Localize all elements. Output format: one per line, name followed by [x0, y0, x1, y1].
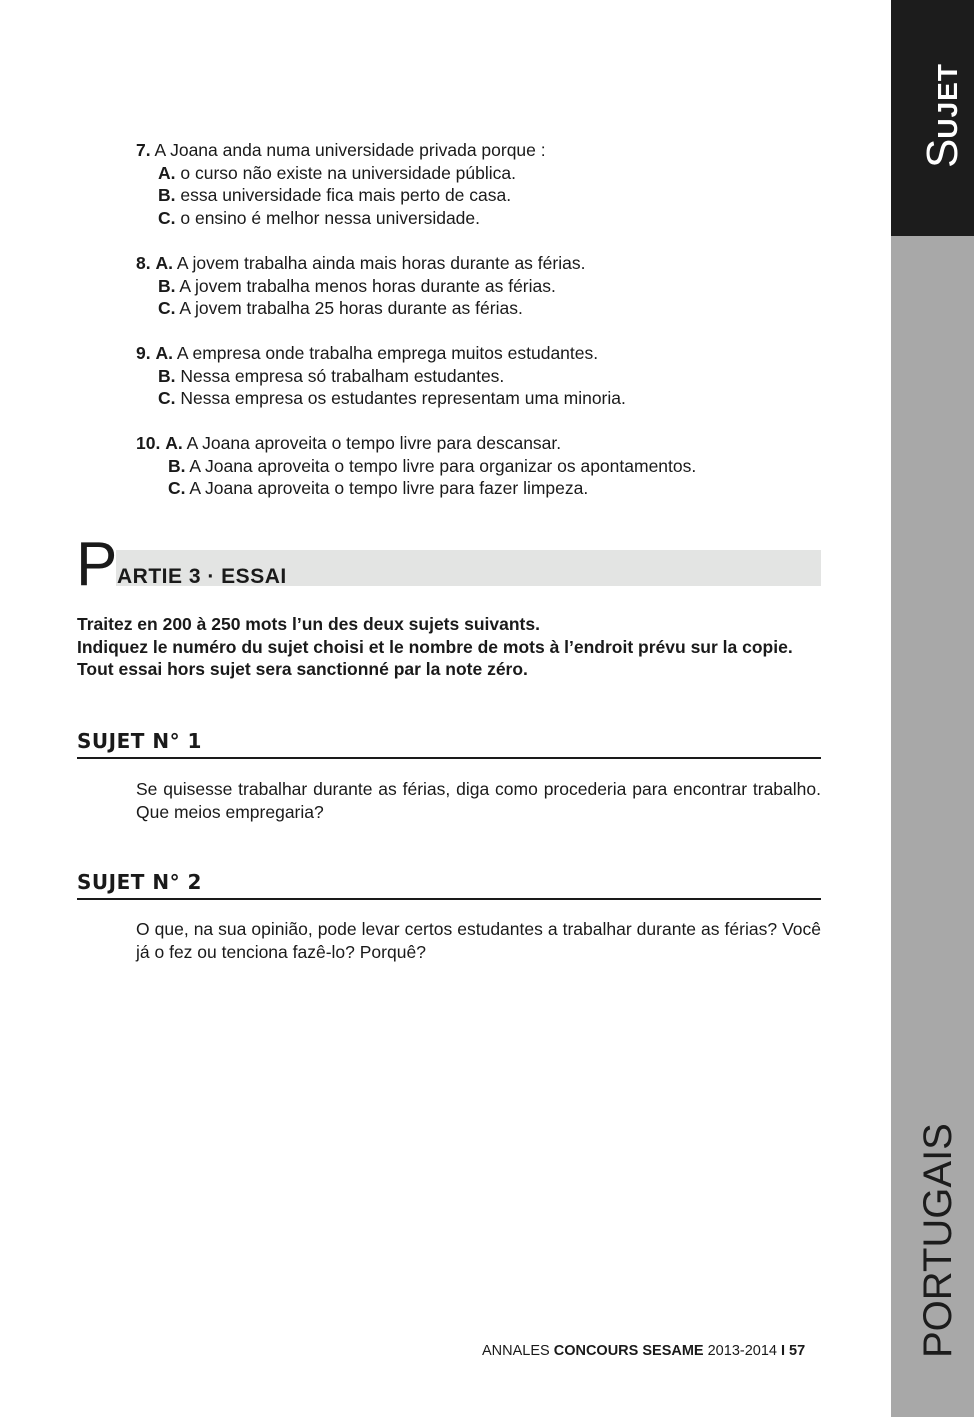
option-7a: A. o curso não existe na universidade pública.	[158, 162, 517, 183]
question-7: 7. A Joana anda numa universidade privada porque : A. o curso não existe na universidade pública. B. essa universidade fica mais perto de casa. C. o ensino é melhor nessa universidade.	[136, 140, 546, 228]
option-7b: B. essa universidade fica mais perto de casa.	[158, 185, 512, 205]
page-footer: ANNALES CONCOURS SESAME 2013-2014 I 57	[482, 1343, 806, 1359]
sujet-tab-label: SUJET	[918, 63, 967, 168]
question-9	[136, 342, 626, 410]
sujet-1-title: SUJET N° 1	[77, 729, 821, 759]
option-9a: 9. A. A empresa onde trabalha emprega muitos estudantes.	[136, 343, 599, 363]
instruction-line: Traitez en 200 à 250 mots l’un des deux sujets suivants.	[77, 614, 540, 634]
option-8c: C. A jovem trabalha 25 horas durante as férias.	[158, 298, 523, 318]
question-10	[136, 432, 696, 500]
language-tab-label: PORTUGAIS	[916, 1123, 960, 1358]
sujet-2-title: SUJET N° 2	[77, 870, 821, 900]
option-10a: 10. A. A Joana aproveita o tempo livre para descansar.	[136, 433, 562, 453]
option-8a: 8. A. A jovem trabalha ainda mais horas durante as férias.	[136, 253, 586, 273]
section-heading: ARTIE 3 · ESSAI	[117, 565, 287, 588]
option-9b: B. Nessa empresa só trabalham estudantes.	[158, 365, 505, 386]
option-10b: B. A Joana aproveita o tempo livre para organizar os apontamentos.	[168, 455, 697, 476]
option-10c: C. A Joana aproveita o tempo livre para fazer limpeza.	[168, 478, 589, 498]
option-9c: C. Nessa empresa os estudantes representam uma minoria.	[158, 388, 626, 408]
section-heading-initial: P	[76, 530, 118, 599]
instruction-line: Tout essai hors sujet sera sanctionné par la note zéro.	[77, 659, 528, 679]
sujet-1-text: Se quisesse trabalhar durante as férias, diga como procederia para encontrar trabalho. Que meios empregaria?	[136, 779, 821, 822]
page-number: I 57	[781, 1343, 806, 1359]
question-8	[136, 252, 585, 320]
option-8b: B. A jovem trabalha menos horas durante as férias.	[158, 275, 556, 296]
option-7c: C. o ensino é melhor nessa universidade.	[158, 207, 481, 228]
sujet-2-text: O que, na sua opinião, pode levar certos estudantes a trabalhar durante as férias? Você já o fez ou tenciona fazê-lo? Porquê?	[136, 919, 821, 962]
instructions	[77, 613, 821, 681]
instruction-line: Indiquez le numéro du sujet choisi et le nombre de mots à l’endroit prévu sur la copie.	[77, 636, 793, 657]
